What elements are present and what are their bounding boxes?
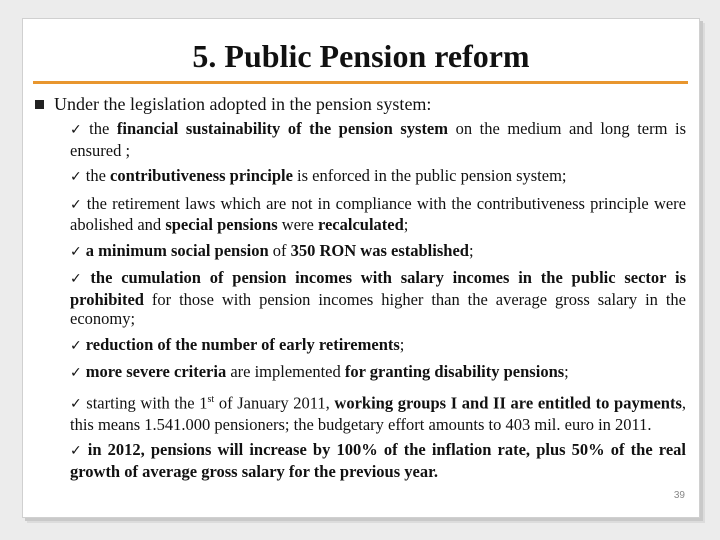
item-text-segment: of January 2011, [214,393,335,412]
item-text-segment: working groups I and II are entitled to payments [334,393,682,412]
item-text-segment: of [268,240,291,260]
checkmark-icon: ✓ [70,396,83,412]
item-text-segment: starting with the 1 [86,393,208,412]
checklist-item [70,440,686,481]
item-text-segment: for granting disability pensions [344,362,565,381]
checklist-item [70,268,686,329]
checklist-item [70,362,686,384]
item-text-segment: ; [468,240,474,260]
page-number: 39 [673,490,685,501]
checkmark-icon: ✓ [70,337,82,354]
checklist-item [70,390,686,435]
item-text-segment: st [207,393,215,405]
item-text-segment: are implemented [226,362,345,381]
item-text-segment: recalculated [317,215,404,234]
item-text-segment: , this means 1.541.000 pensioners; the budgetary effort amounts to 403 mil. euro in 2011. [70,393,687,434]
item-text-segment: the [89,119,117,138]
checkmark-icon: ✓ [70,196,83,213]
checkmark-icon: ✓ [70,271,87,287]
checklist-item [70,194,686,235]
item-text-segment: ; [399,334,405,354]
item-text-segment: reduction of the number of early retirements [85,334,400,354]
checkmark-icon: ✓ [70,443,84,459]
checklist-item [70,241,686,263]
title-divider [33,81,688,84]
slide [22,18,700,518]
item-text-segment: financial sustainability of the pension system [116,119,449,138]
checkmark-icon: ✓ [70,169,82,185]
item-text-segment: is enforced in the public pension system; [292,166,567,185]
item-text-segment: ; [403,215,409,234]
item-text-segment: the [85,166,111,185]
item-text-segment: were [277,215,318,234]
checkmark-icon: ✓ [70,122,86,138]
checklist-item [70,119,686,160]
item-text-segment: more severe criteria [85,362,227,381]
item-text-segment: contributiveness principle [110,166,293,185]
item-text-segment: 350 RON was established [290,240,469,260]
checkmark-icon: ✓ [70,365,82,381]
checklist [70,119,686,487]
checklist-item [70,335,686,357]
lead-text: Under the legislation adopted in the pension system: [54,94,432,114]
square-bullet-icon [35,100,44,109]
item-text-segment: for those with pension incomes higher than the average gross salary in the economy; [70,289,686,328]
item-text-segment: ; [564,362,569,381]
item-text-segment: special pensions [165,215,278,234]
item-text-segment: the retirement laws which are not in compliance with the contributiveness principle were abolished and [70,193,686,234]
slide-title: 5. Public Pension reform [192,38,530,74]
lead-bullet [35,93,675,115]
item-text-segment: a minimum social pension [85,240,269,260]
item-text-segment: in 2012, pensions will increase by 100% of the inflation rate, plus 50% of the real growth of average gross salary for the previous year. [70,440,686,481]
item-text-segment: the cumulation of pension incomes with salary incomes in the public sector is prohibited [70,268,686,309]
item-text-segment: on the medium and long term is ensured ; [70,119,687,160]
checklist-item [70,166,686,188]
checkmark-icon: ✓ [70,243,82,260]
